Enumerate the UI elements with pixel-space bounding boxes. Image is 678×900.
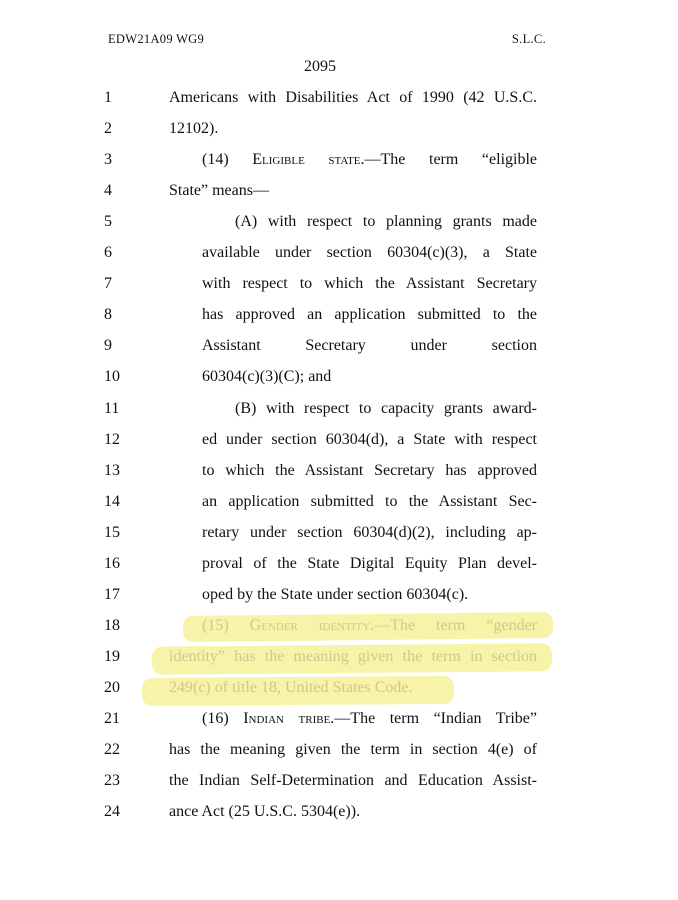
text-segment: an application submitted to the Assistant Sec- <box>202 492 537 510</box>
text-line <box>202 585 468 605</box>
line-number: 4 <box>104 182 112 200</box>
text-segment: to which the Assistant Secretary has approved <box>202 461 537 479</box>
text-line <box>235 399 537 419</box>
text-segment: identity” has the meaning given the term in section <box>169 647 537 665</box>
line-number: 15 <box>104 523 120 541</box>
text-line <box>169 771 537 791</box>
term-heading: Eligible state <box>252 151 361 169</box>
text-segment: retary under section 60304(d)(2), including ap- <box>202 523 537 541</box>
line-number: 9 <box>104 337 112 355</box>
line-number: 6 <box>104 244 112 262</box>
text-segment: the Indian Self-Determination and Education Assist- <box>169 772 537 790</box>
text-line <box>169 119 218 139</box>
text-line <box>202 305 537 325</box>
text-segment: State” means— <box>169 182 269 200</box>
text-segment: Assistant Secretary under section <box>202 337 537 355</box>
line-number: 2 <box>104 120 112 138</box>
text-line <box>202 616 537 636</box>
line-number: 20 <box>104 678 120 696</box>
page-number: 2095 <box>304 58 336 75</box>
text-segment: (15) <box>202 616 250 634</box>
line-number: 22 <box>104 741 120 759</box>
text-line <box>202 709 537 729</box>
text-line <box>202 492 537 512</box>
line-number: 17 <box>104 585 120 603</box>
text-segment: (16) <box>202 710 244 727</box>
text-line <box>202 243 537 263</box>
text-line <box>202 274 537 294</box>
text-line <box>169 802 360 822</box>
line-number: 18 <box>104 616 120 634</box>
text-segment: proval of the State Digital Equity Plan devel- <box>202 554 537 572</box>
text-line <box>202 554 537 574</box>
text-segment: 12102). <box>169 120 219 138</box>
term-heading: Gender identity <box>249 616 371 634</box>
text-line <box>169 647 537 667</box>
line-number: 23 <box>104 772 120 790</box>
text-segment: .—The term “gender <box>370 616 537 634</box>
document-id: EDW21A09 WG9 <box>108 32 205 46</box>
line-number: 21 <box>104 710 120 727</box>
text-line <box>202 336 537 356</box>
text-segment: (14) <box>202 151 253 169</box>
line-number: 3 <box>104 151 112 169</box>
text-line <box>202 523 537 543</box>
text-segment: oped by the State under section 60304(c). <box>202 585 469 603</box>
line-number: 19 <box>104 647 120 665</box>
text-line <box>169 740 537 760</box>
line-number: 24 <box>104 803 120 821</box>
text-segment: Americans with Disabilities Act of 1990 (42 U.S.C. <box>169 89 537 106</box>
text-line <box>169 88 537 108</box>
text-segment: available under section 60304(c)(3), a State <box>202 244 537 262</box>
text-segment: (A) with respect to planning grants made <box>235 213 537 231</box>
line-number: 11 <box>104 399 120 417</box>
text-segment: .—The term “eligible <box>360 151 538 169</box>
slc-label: S.L.C. <box>511 32 546 46</box>
line-number: 5 <box>104 213 112 231</box>
term-heading: Indian tribe <box>243 710 331 727</box>
text-line <box>202 150 537 170</box>
text-line <box>202 367 331 387</box>
text-segment: with respect to which the Assistant Secretary <box>202 275 537 293</box>
text-segment: has the meaning given the term in section 4(e) of <box>169 741 537 759</box>
line-number: 14 <box>104 492 120 510</box>
text-line <box>169 181 269 201</box>
line-number: 12 <box>104 430 120 448</box>
text-segment: (B) with respect to capacity grants award- <box>235 399 537 417</box>
line-number: 16 <box>104 554 120 572</box>
text-segment: ance Act (25 U.S.C. 5304(e)). <box>169 803 361 821</box>
text-segment: .—The term “Indian Tribe” <box>330 710 537 727</box>
line-number: 10 <box>104 368 120 386</box>
text-segment: 60304(c)(3)(C); and <box>202 368 332 386</box>
line-number: 7 <box>104 275 112 293</box>
text-line <box>202 430 537 450</box>
text-segment: has approved an application submitted to the <box>202 306 537 324</box>
text-line <box>202 461 537 481</box>
text-segment: 249(c) of title 18, United States Code. <box>169 678 413 696</box>
line-number: 8 <box>104 306 112 324</box>
line-number: 1 <box>104 89 112 106</box>
text-line <box>169 678 413 698</box>
text-segment: ed under section 60304(d), a State with respect <box>202 430 537 448</box>
line-number: 13 <box>104 461 120 479</box>
text-line <box>235 212 537 232</box>
